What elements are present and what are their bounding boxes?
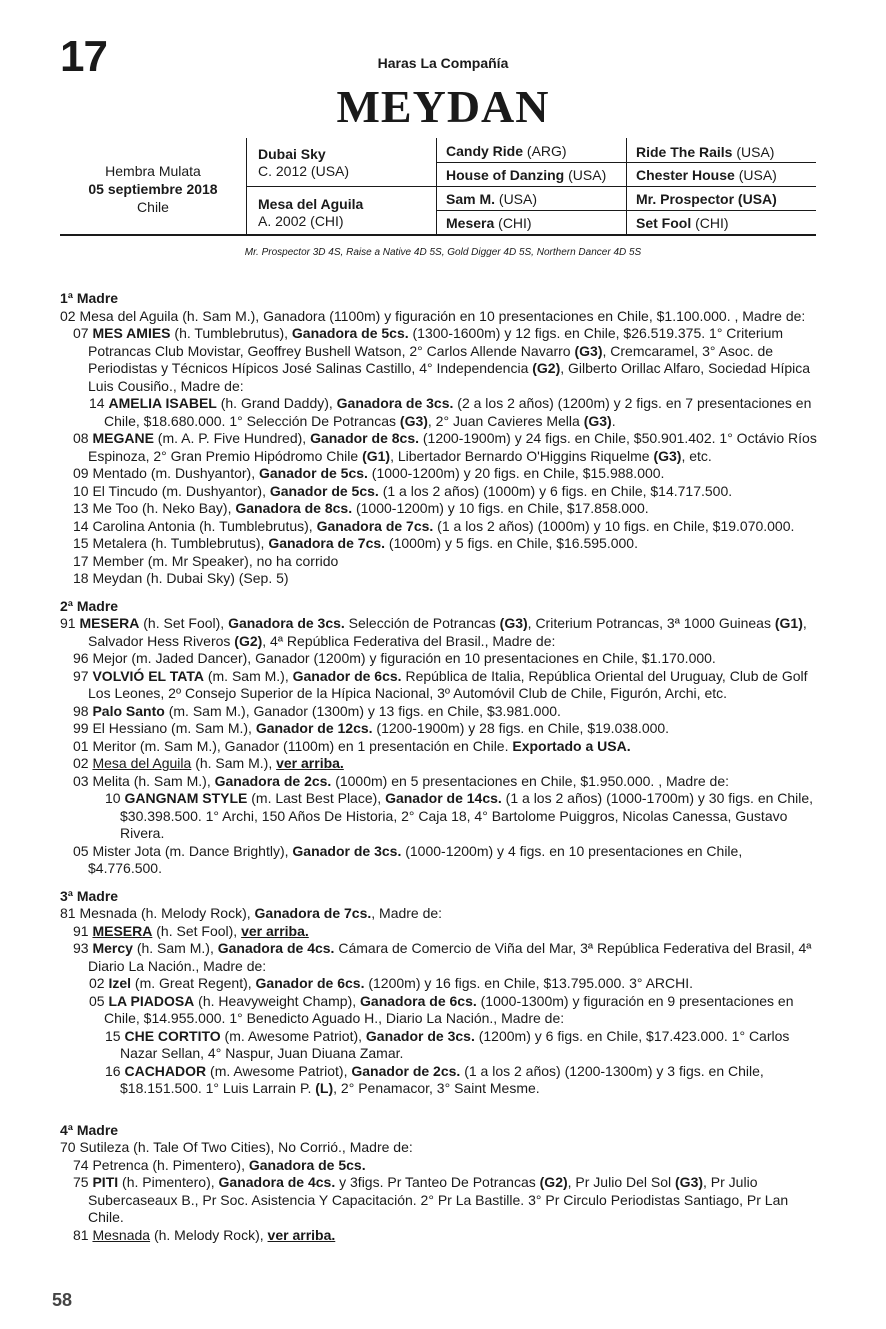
produce-entry [60,465,820,483]
entry-emphasis: Ganador de 3cs. [292,842,402,859]
entry-text: , Criterium Potrancas, 3ª 1000 Guineas [527,615,775,631]
entry-text: , Gilberto Orillac Alfaro, Sociedad Hípica Luis Cousiño., Madre de: [88,360,811,394]
entry-emphasis: Ganadora de 7cs. [254,905,372,921]
entry-emphasis: GANGNAM STYLE [124,790,248,806]
entry-text: y 3figs. Pr Tanteo De Potrancas [335,1174,540,1190]
entry-emphasis: ver arriba. [267,1226,336,1243]
produce-entry [60,993,820,1028]
sire-name: Dubai Sky [258,146,326,162]
entry-emphasis: (L) [315,1080,334,1096]
pedigree-rule [246,186,436,187]
entry-emphasis: Ganador de 14cs. [385,790,502,806]
great-grandparent-cell [636,144,774,161]
entry-emphasis: PITI [92,1174,119,1190]
pedigree-table [60,138,816,236]
entry-text: 16 [105,1062,125,1079]
entry-text: 97 [73,667,93,684]
entry-emphasis: (G1) [362,447,391,464]
great-grandparent-origin: (CHI) [691,215,729,231]
entry-text: 02 [73,755,93,771]
entry-text: (1000m) y 5 figs. en Chile, $16.595.000. [385,535,638,551]
produce-entry [60,518,820,536]
great-grandparent-name: Ride The Rails [636,144,733,160]
subject-foaling-date: 05 septiembre 2018 [88,181,218,197]
produce-entry [60,720,820,738]
produce-entry [60,430,820,465]
entry-emphasis: Exportado a USA. [512,737,631,754]
entry-text: 91 [73,922,93,939]
produce-entry [60,553,820,571]
dam-info: A. 2002 (CHI) [258,213,344,229]
entry-text: 81 Mesnada (h. Melody Rock), [60,905,255,921]
entry-text: Cámara de Comercio de Viña del Mar, 3ª República Federativa del Brasil, 4ª Diario La Nación., Madre de: [88,940,812,974]
entry-text: (m. Great Regent), [131,975,256,991]
entry-emphasis: (G1) [774,615,803,631]
produce-entry [60,395,820,430]
entry-text: , Libertador Bernardo O'Higgins Riquelme [390,447,654,464]
entry-emphasis: (G3) [499,615,528,631]
entry-emphasis: Ganador de 2cs. [351,1062,461,1079]
pedigree-rule [436,186,626,187]
produce-entry [60,570,820,588]
pedigree-rule [436,162,626,163]
grandparent-cell [446,215,532,232]
entry-emphasis: Ganadora de 8cs. [235,500,353,516]
section-spacer [60,1098,820,1112]
produce-entry [60,615,820,650]
sire-info: C. 2012 (USA) [258,163,350,179]
entry-emphasis: Ganadora de 7cs. [316,517,434,534]
grandparent-cell [446,143,567,160]
entry-emphasis: Ganador de 8cs. [310,430,419,446]
produce-entry [60,703,820,721]
entry-text: (1000m) en 5 presentaciones en Chile, $1.950.000. , Madre de: [331,772,730,789]
page-number: 58 [52,1290,73,1310]
inbreeding-crosses: Mr. Prospector 3D 4S, Raise a Native 4D 5S, Gold Digger 4D 5S, Northern Dancer 4D 5S [244,247,642,258]
horse-name: MEYDAN [336,81,550,132]
section-title: 3ª Madre [60,887,119,904]
entry-text: (h. Heavyweight Champ), [194,992,361,1009]
entry-text: 74 Petrenca (h. Pimentero), [73,1156,249,1173]
entry-emphasis: Palo Santo [92,702,165,719]
subject-info [60,162,246,216]
produce-entry [60,308,820,326]
produce-entry [60,843,820,878]
entry-emphasis: Ganadora de 3cs. [336,395,454,411]
entry-text: (m. Last Best Place), [247,790,386,806]
entry-text: 10 [105,790,125,806]
produce-entry [60,535,820,553]
produce-entry [60,1174,820,1227]
great-grandparent-name: Set Fool [636,215,692,231]
dam-name: Mesa del Aguila [258,196,364,212]
entry-text: (1200m) y 16 figs. en Chile, $13.795.000. 3° ARCHI. [364,975,694,991]
produce-entry [60,773,820,791]
great-grandparent-origin: (USA) [732,144,775,160]
great-grandparent-cell [636,215,729,232]
entry-emphasis: (G2) [539,1174,568,1190]
entry-emphasis: Ganador de 6cs. [292,667,402,684]
pedigree-rule [626,162,816,163]
entry-emphasis: Ganador de 6cs. [255,975,365,991]
entry-emphasis: MES AMIES [92,325,171,341]
section-title: 4ª Madre [60,1121,119,1138]
entry-text: 75 [73,1174,93,1190]
entry-text: 15 [105,1027,125,1044]
entry-text: 10 El Tincudo (m. Dushyantor), [73,482,270,499]
entry-text: . [611,412,616,429]
produce-entry [60,923,820,941]
entry-text: 05 [89,992,109,1009]
sire-cell [258,146,349,180]
grandparent-cell [446,191,537,208]
entry-emphasis: MESERA [92,922,153,939]
grandparent-name: House of Danzing [446,167,565,183]
great-grandparent-cell [636,191,777,208]
entry-text: 17 Member (m. Mr Speaker), no ha corrido [73,552,339,569]
great-grandparent-name: Chester House [636,167,735,183]
entry-text: 96 Mejor (m. Jaded Dancer), Ganador (1200m) y figuración en 10 presentaciones en Chile, $1.170.000. [73,650,716,666]
lot-number: 17 [60,32,107,81]
entry-text: (m. Sam M.), Ganador (1300m) y 13 figs. en Chile, $3.981.000. [164,702,561,719]
produce-entry [60,500,820,518]
entry-text: (1200-1900m) y 24 figs. en Chile, $50.901.402. 1° Octávio Ríos Espinoza, 2° Gran Premio Hipódromo Chile [88,430,817,464]
produce-entry [60,975,820,993]
entry-text: 05 Mister Jota (m. Dance Brightly), [73,842,293,859]
entry-text: Selección de Potrancas [344,615,500,631]
entry-text: (h. Set Fool), [152,922,242,939]
section-title: 2ª Madre [60,597,119,614]
entry-emphasis: Mesa del Aguila [92,755,192,771]
entry-text: , 4ª República Federativa del Brasil., Madre de: [262,632,556,649]
entry-text: 08 [73,430,93,446]
produce-entry [60,790,820,843]
entry-text: (1 a los 2 años) (1000-1700m) y 30 figs. en Chile, $30.398.500. 1° Archi, 150 Años De Historia, 2° Caja 18, 4° Bartolome Puiggros, Nicolas Canessa, Gustavo Rivera. [120,790,814,841]
entry-text: (h. Tumblebrutus), [170,325,292,341]
entry-text: (h. Sam M.), [132,940,218,956]
entry-text: (1 a los 2 años) (1200-1300m) y 3 figs. en Chile, $18.151.500. 1° Luis Larrain P. [120,1062,764,1096]
produce-entry [60,1028,820,1063]
entry-text: 99 El Hessiano (m. Sam M.), [73,720,256,736]
entry-text: (h. Grand Daddy), [216,395,337,411]
entry-text: , Pr Julio Del Sol [567,1174,676,1190]
entry-emphasis: Ganadora de 4cs. [217,940,335,956]
entry-text: 70 Sutileza (h. Tale Of Two Cities), No Corrió., Madre de: [60,1139,413,1155]
entry-text: 14 [89,395,109,411]
grandparent-name: Sam M. [446,191,496,207]
entry-text: (1000-1300m) y figuración en 9 presentaciones en Chile, $14.955.000. 1° Benedicto Aguado H., Diario La Nación., Madre de: [104,992,794,1026]
entry-text: 07 [73,325,93,341]
entry-text: , Pr Julio Subercaseaux B., Pr Soc. Asistencia Y Capacitación. 2° Pr La Bastille. 3° Pr Circulo Periodistas Santiago, Pr Lan Chile. [88,1174,789,1225]
great-grandparent-cell [636,167,777,184]
entry-text: (m. A. P. Five Hundred), [153,430,311,446]
entry-emphasis: Ganadora de 4cs. [218,1174,336,1190]
entry-text: 81 [73,1226,93,1243]
produce-entry [60,1139,820,1157]
entry-emphasis: MESERA [79,615,140,631]
entry-text: , etc. [681,447,712,464]
entry-emphasis: Ganador de 5cs. [258,465,368,481]
entry-emphasis: Izel [108,975,132,991]
produce-record [60,290,820,1244]
produce-entry [60,905,820,923]
entry-text: (1 a los 2 años) (1000m) y 6 figs. en Chile, $14.717.500. [378,482,733,499]
entry-text: 91 [60,615,80,631]
entry-text: (2 a los 2 años) (1200m) y 2 figs. en 7 presentaciones en Chile, $18.680.000. 1° Selección De Potrancas [104,395,812,429]
produce-entry [60,483,820,501]
produce-entry [60,1063,820,1098]
entry-emphasis: Ganadora de 7cs. [268,535,386,551]
pedigree-rule [626,210,816,211]
grandparent-origin: (USA) [564,167,607,183]
entry-emphasis: Ganadora de 6cs. [360,992,477,1009]
entry-text: (h. Melody Rock), [150,1226,268,1243]
entry-text: , Salvador Hess Riveros [88,615,807,649]
entry-text: 14 Carolina Antonia (h. Tumblebrutus), [73,517,317,534]
entry-text: , Cremcaramel, 3° Asoc. de Periodistas y Técnicos Hípicos José Salinas Castillo, 4° Independencia [88,342,774,376]
produce-entry [60,940,820,975]
produce-entry [60,755,820,773]
section-title: 1ª Madre [60,290,119,306]
entry-text: (m. Awesome Patriot), [220,1027,366,1044]
entry-emphasis: Ganador de 12cs. [255,720,373,736]
entry-emphasis: Ganadora de 3cs. [228,615,345,631]
entry-text: 02 [89,975,109,991]
entry-text: (1 a los 2 años) (1000m) y 10 figs. en Chile, $19.070.000. [433,517,795,534]
produce-entry [60,1227,820,1245]
entry-emphasis: VOLVIÓ EL TATA [92,667,204,684]
pedigree-rule [436,210,626,211]
entry-text: (1200m) y 6 figs. en Chile, $17.423.000. 1° Carlos Nazar Sellan, 4° Naspur, Juan Diuana Zamar. [120,1027,790,1061]
entry-text: República de Italia, República Oriental del Uruguay, Club de Golf Los Leones, 2º Consejo Superior de la Hípica Nacional, 3º Automóvil Club de Chile, Figurón, Archi, etc. [88,667,808,701]
entry-text: (1300-1600m) y 12 figs. en Chile, $26.519.375. 1° Criterium Potrancas Club Movistar, Geoffrey Bushell Watson, 2° Carlos Allende Navarro [88,325,784,359]
grandparent-origin: (USA) [495,191,538,207]
entry-text: (1000-1200m) y 10 figs. en Chile, $17.858.000. [352,500,649,516]
entry-text: 98 [73,702,93,719]
entry-emphasis: CHE CORTITO [124,1027,221,1044]
dam-cell [258,196,363,230]
entry-emphasis: Ganador de 3cs. [365,1027,475,1044]
entry-emphasis: Ganadora de 5cs. [291,325,409,341]
entry-text: 09 Mentado (m. Dushyantor), [73,465,259,481]
produce-entry [60,1157,820,1175]
entry-text: 13 Me Too (h. Neko Bay), [73,500,236,516]
entry-emphasis: ver arriba. [276,755,344,771]
produce-entry [60,738,820,756]
produce-entry [60,650,820,668]
grandparent-name: Mesera [446,215,495,231]
entry-emphasis: MEGANE [92,430,154,446]
entry-text: , 2° Penamacor, 3° Saint Mesme. [333,1080,540,1096]
entry-text: 03 Melita (h. Sam M.), [73,772,215,789]
great-grandparent-name: Mr. Prospector (USA) [636,191,777,207]
grandparent-origin: (ARG) [523,143,567,159]
pedigree-rule [626,186,816,187]
entry-emphasis: AMELIA ISABEL [108,395,217,411]
entry-text: (1000-1200m) y 20 figs. en Chile, $15.988.000. [367,465,665,481]
entry-emphasis: Mesnada [92,1226,151,1243]
entry-text: 02 Mesa del Aguila (h. Sam M.), Ganadora (1100m) y figuración en 10 presentaciones en Chile, $1.100.000. , Madre de: [60,307,806,324]
entry-text: (h. Sam M.), [191,755,277,771]
entry-text: 15 Metalera (h. Tumblebrutus), [73,535,269,551]
grandparent-origin: (CHI) [494,215,532,231]
entry-emphasis: ver arriba. [241,922,309,939]
entry-emphasis: Ganadora de 5cs. [248,1156,366,1173]
subject-country: Chile [137,199,169,215]
entry-text: (1200-1900m) y 28 figs. en Chile, $19.038.000. [372,720,670,736]
entry-text: 18 Meydan (h. Dubai Sky) (Sep. 5) [73,570,289,586]
entry-emphasis: Ganadora de 2cs. [214,772,332,789]
entry-emphasis: (G2) [234,632,263,649]
entry-emphasis: (G2) [532,360,561,376]
produce-entry [60,325,820,395]
produce-entry [60,668,820,703]
entry-text: , 2° Juan Cavieres Mella [427,412,584,429]
entry-emphasis: Mercy [92,940,133,956]
grandparent-name: Candy Ride [446,143,524,159]
entry-text: 93 [73,940,93,956]
subject-description: Hembra Mulata [105,163,201,179]
entry-text: , Madre de: [371,905,443,921]
entry-emphasis: (G3) [653,447,682,464]
entry-text: (h. Pimentero), [118,1174,219,1190]
breeder-name: Haras La Compañía [377,55,509,71]
entry-emphasis: CACHADOR [124,1062,207,1079]
entry-emphasis: (G3) [574,342,603,359]
entry-text: (1000-1200m) y 4 figs. en 10 presentaciones en Chile, $4.776.500. [88,842,743,876]
entry-emphasis: LA PIADOSA [108,992,195,1009]
entry-text: 01 Meritor (m. Sam M.), Ganador (1100m) en 1 presentación en Chile. [73,737,513,754]
entry-emphasis: (G3) [583,412,612,429]
entry-emphasis: (G3) [399,412,428,429]
entry-emphasis: (G3) [675,1174,704,1190]
entry-text: (m. Sam M.), [203,667,293,684]
entry-text: (m. Awesome Patriot), [206,1062,352,1079]
entry-text: (h. Set Fool), [139,615,229,631]
great-grandparent-origin: (USA) [734,167,777,183]
grandparent-cell [446,167,606,184]
entry-emphasis: Ganador de 5cs. [269,482,379,499]
